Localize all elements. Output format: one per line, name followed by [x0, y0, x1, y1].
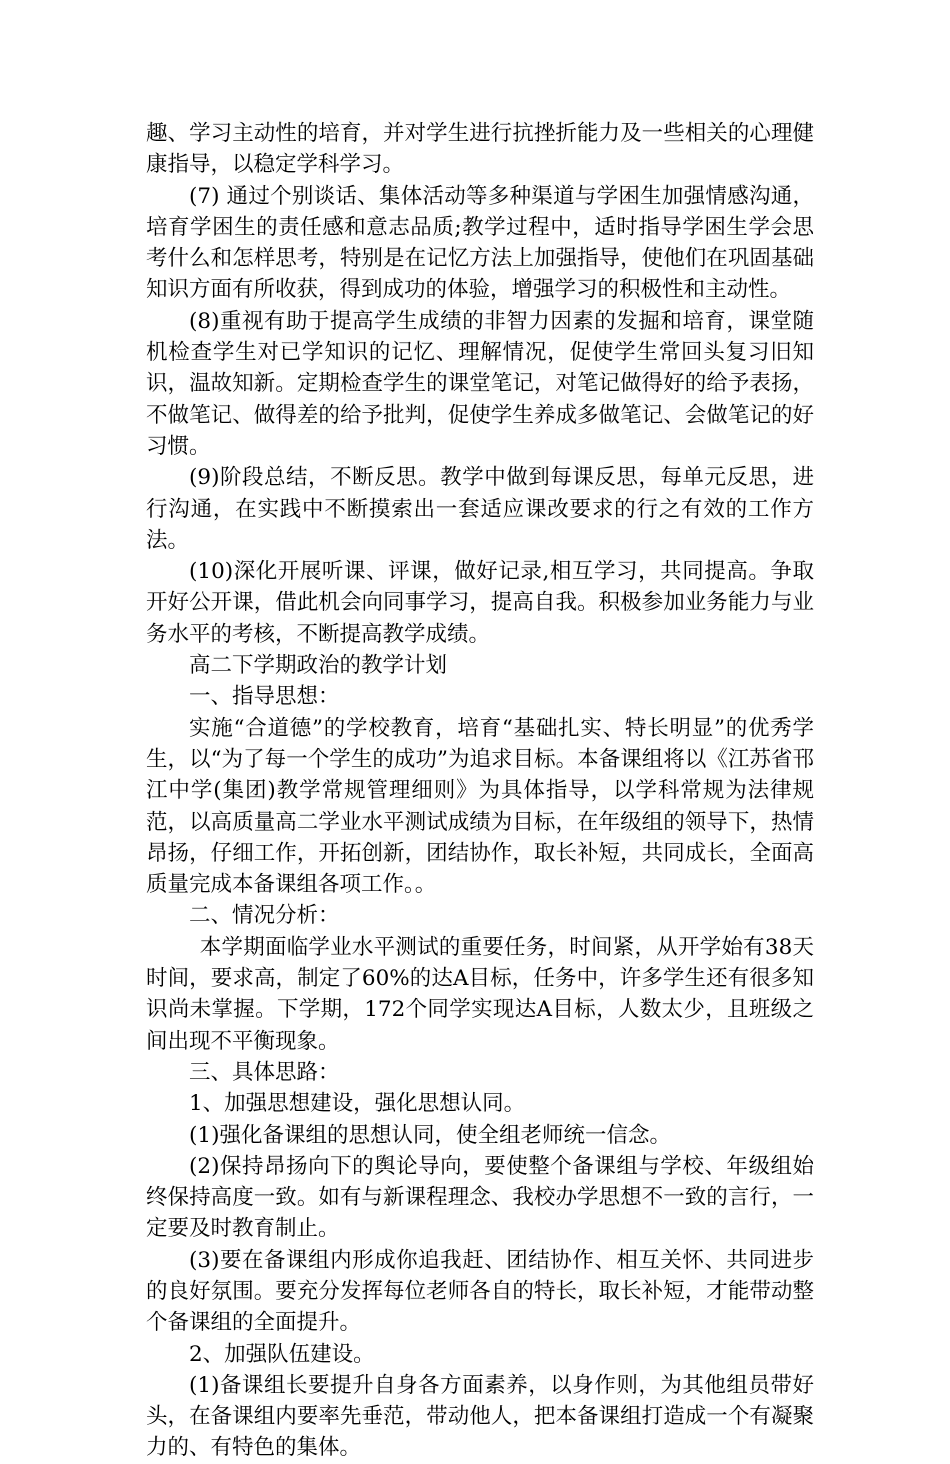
- subheading-team-construction: 2、加强队伍建设。: [189, 1341, 375, 1367]
- paragraph-item-10: (10)深化开展听课、评课，做好记录,相互学习，共同提高。争取开好公开课，借此机会向同事学习，提高自我。积极参加业务能力与业务水平的考核，不断提高教学成绩。: [146, 559, 814, 647]
- section-title: 高二下学期政治的教学计划: [189, 653, 448, 679]
- heading-specific-ideas: 三、具体思路：: [189, 1059, 340, 1085]
- paragraph-item-8: (8)重视有助于提高学生成绩的非智力因素的发掘和培育，课堂随机检查学生对已学知识的记忆、理解情况，促使学生常回头复习旧知识，温故知新。定期检查学生的课堂笔记，对笔记做得好的给予表扬，不做笔记、做得差的给予批判，促使学生养成多做笔记、会做笔记的好习惯。: [146, 308, 814, 459]
- paragraph-situation-analysis: 本学期面临学业水平测试的重要任务，时间紧，从开学始有38天时间，要求高，制定了60%的达A目标，任务中，许多学生还有很多知识尚未掌握。下学期，172个同学实现达A目标，人数太少，且班级之间出现不平衡现象。: [146, 934, 814, 1054]
- paragraph-item-9: (9)阶段总结，不断反思。教学中做到每课反思，每单元反思，进行沟通，在实践中不断摸索出一套适应课改要求的行之有效的工作方法。: [146, 465, 814, 553]
- document-page: [146, 118, 814, 1464]
- list-item-1: (1)强化备课组的思想认同，使全组老师统一信念。: [189, 1122, 671, 1148]
- heading-guiding-thought: 一、指导思想：: [189, 684, 340, 710]
- heading-situation-analysis: 二、情况分析：: [189, 903, 340, 929]
- list-item-3: (3)要在备课组内形成你追我赶、团结协作、相互关怀、共同进步的良好氛围。要充分发挥每位老师各自的特长，取长补短，才能带动整个备课组的全面提升。: [146, 1247, 814, 1336]
- paragraph-item-7: (7) 通过个别谈话、集体活动等多种渠道与学困生加强情感沟通，培育学困生的责任感和意志品质;教学过程中，适时指导学困生学会思考什么和怎样思考，特别是在记忆方法上加强指导，使他们在巩固基础知识方面有所收获，得到成功的体验，增强学习的积极性和主动性。: [146, 183, 814, 303]
- paragraph-continuation: 趣、学习主动性的培育，并对学生进行抗挫折能力及一些相关的心理健康指导，以稳定学科学习。: [146, 121, 814, 178]
- subheading-ideological-construction: 1、加强思想建设，强化思想认同。: [189, 1091, 526, 1117]
- list-item-2: (2)保持昂扬向下的舆论导向，要使整个备课组与学校、年级组始终保持高度一致。如有与新课程理念、我校办学思想不一致的言行，一定要及时教育制止。: [146, 1153, 814, 1242]
- paragraph-guiding-thought: 实施“合道德”的学校教育，培育“基础扎实、特长明显”的优秀学生，以“为了每一个学生的成功”为追求目标。本备课组将以《江苏省邗江中学(集团)教学常规管理细则》为具体指导，以学科常规为法律规范，以高质量高二学业水平测试成绩为目标，在年级组的领导下，热情昂扬，仔细工作，开拓创新，团结协作，取长补短，共同成长，全面高质量完成本备课组各项工作。。: [146, 715, 814, 898]
- list-item-team-1: (1)备课组长要提升自身各方面素养，以身作则，为其他组员带好头，在备课组内要率先垂范，带动他人，把本备课组打造成一个有凝聚力的、有特色的集体。: [146, 1372, 814, 1461]
